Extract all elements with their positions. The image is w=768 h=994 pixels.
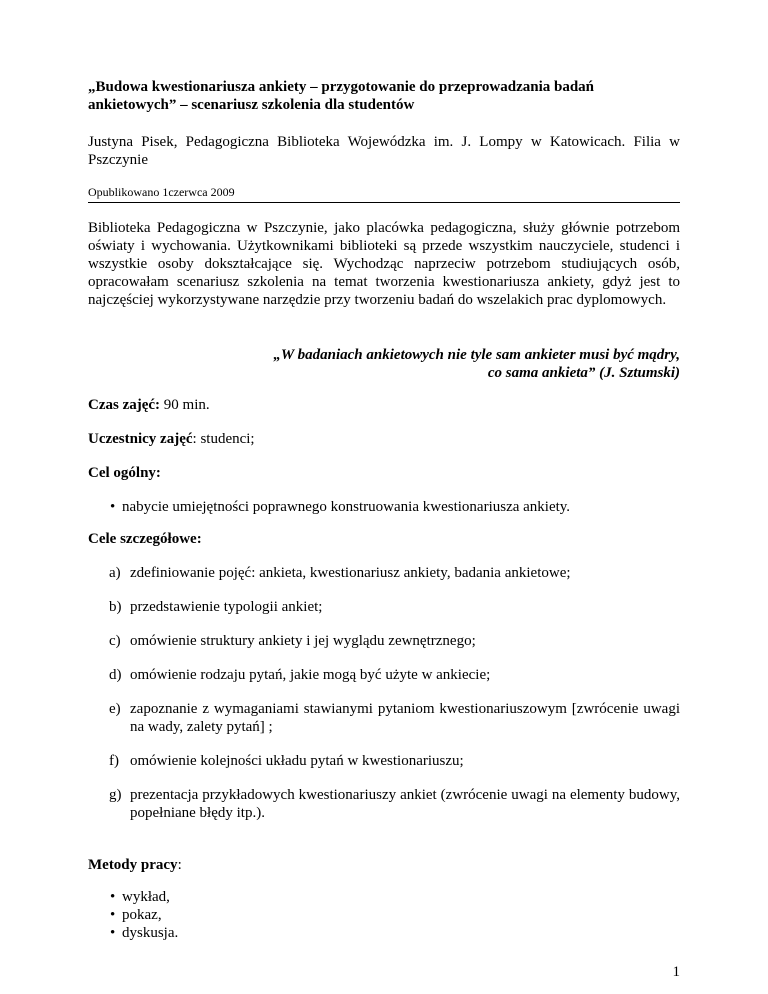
list-item	[109, 786, 680, 822]
item-text: omówienie struktury ankiety i jej wyglądu zewnętrznego;	[130, 633, 476, 649]
publish-date: Opublikowano 1czerwca 2009	[88, 185, 235, 199]
epigraph-quote	[88, 346, 680, 382]
document-title	[88, 78, 680, 114]
author-line: Justyna Pisek, Pedagogiczna Biblioteka Wojewódzka im. J. Lompy w Katowicach. Filia w Pszczynie	[88, 134, 680, 168]
bullet-icon: •	[110, 925, 116, 941]
list-item	[109, 700, 680, 736]
item-letter: f)	[109, 753, 119, 769]
participants-line	[88, 430, 680, 448]
item-text: zapoznanie z wymaganiami stawianymi pytaniom kwestionariuszowym [zwrócenie uwagi na wady, zalety pytań] ;	[130, 701, 680, 735]
list-item	[110, 888, 680, 906]
quote-line-1: „W badaniach ankietowych nie tyle sam ankieter musi być mądry,	[273, 347, 680, 363]
specific-goals-list	[88, 564, 680, 822]
list-item	[109, 598, 680, 616]
method-text: pokaz,	[122, 907, 162, 923]
item-letter: d)	[109, 667, 122, 683]
title-subtitle: – scenariusz szkolenia dla studentów	[176, 97, 415, 113]
list-item	[110, 906, 680, 924]
specific-goals-heading: Cele szczegółowe:	[88, 531, 202, 547]
title-main: „Budowa kwestionariusza ankiety – przygotowanie do przeprowadzania badań ankietowych”	[88, 79, 595, 113]
duration-label: Czas zajęć:	[88, 397, 161, 413]
item-letter: c)	[109, 633, 121, 649]
participants-value: : studenci;	[192, 431, 255, 447]
bullet-icon: •	[110, 907, 116, 923]
item-text: omówienie rodzaju pytań, jakie mogą być użyte w ankiecie;	[130, 667, 491, 683]
general-goal-text: nabycie umiejętności poprawnego konstruowania kwestionariusza ankiety.	[122, 499, 571, 515]
list-item	[109, 632, 680, 650]
header-divider	[88, 202, 680, 203]
method-text: wykład,	[122, 889, 170, 905]
list-item	[110, 924, 680, 942]
item-letter: b)	[109, 599, 122, 615]
list-item	[109, 666, 680, 684]
bullet-icon: •	[110, 499, 116, 515]
general-goal-list	[110, 498, 680, 516]
item-letter: e)	[109, 701, 121, 717]
item-text: omówienie kolejności układu pytań w kwestionariuszu;	[130, 753, 464, 769]
item-letter: g)	[109, 787, 122, 803]
participants-label: Uczestnicy zajęć	[88, 431, 193, 447]
methods-list	[110, 888, 680, 942]
item-letter: a)	[109, 565, 121, 581]
general-goal-heading: Cel ogólny:	[88, 465, 161, 481]
list-item	[109, 752, 680, 770]
duration-line	[88, 396, 680, 414]
quote-line-2: co sama ankieta” (J. Sztumski)	[487, 365, 680, 381]
methods-heading: Metody pracy:	[88, 857, 182, 873]
page-number: 1	[672, 964, 680, 980]
item-text: prezentacja przykładowych kwestionariuszy ankiet (zwrócenie uwagi na elementy budowy, popełniane błędy itp.).	[130, 787, 680, 821]
method-text: dyskusja.	[122, 925, 179, 941]
list-item	[110, 498, 680, 516]
item-text: zdefiniowanie pojęć: ankieta, kwestionariusz ankiety, badania ankietowe;	[130, 565, 571, 581]
duration-value: 90 min.	[160, 397, 210, 413]
intro-paragraph: Biblioteka Pedagogiczna w Pszczynie, jako placówka pedagogiczna, służy głównie potrzebom oświaty i wychowania. Użytkownikami biblioteki są przede wszystkim nauczyciele, studenci i wszystkie osoby dokształcające się. Wychodząc naprzeciw potrzebom studiujących osób, opracowałam scenariusz szkolenia na temat tworzenia kwestionariusza ankiety, gdyż jest to najczęściej wykorzystywane narzędzie przy tworzeniu badań do wszelakich prac dyplomowych.	[88, 220, 680, 308]
bullet-icon: •	[110, 889, 116, 905]
list-item	[109, 564, 680, 582]
item-text: przedstawienie typologii ankiet;	[130, 599, 323, 615]
